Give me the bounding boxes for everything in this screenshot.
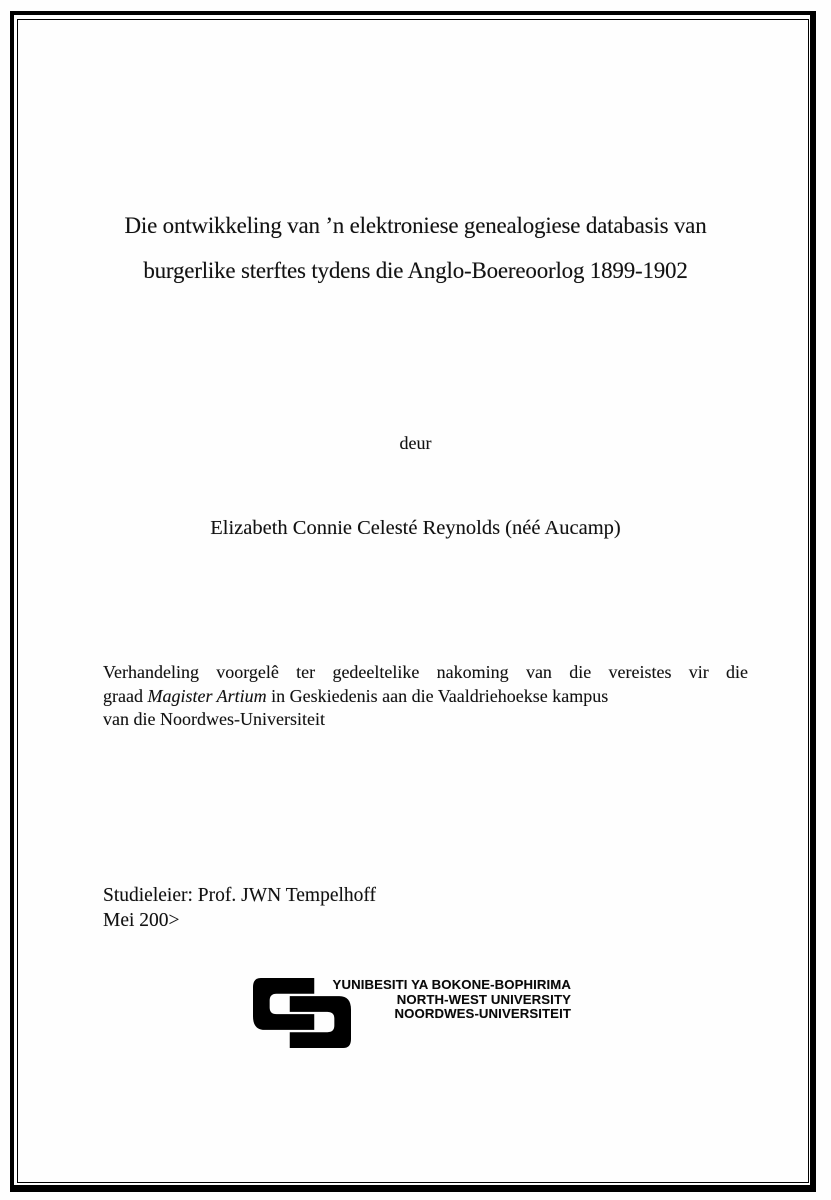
logo-line-afrikaans: NOORDWES-UNIVERSITEIT: [394, 1006, 571, 1022]
footer-block: [103, 884, 376, 933]
degree-statement-line2: [103, 685, 748, 709]
degree-statement-line2-pre: graad: [103, 685, 148, 706]
supervisor-line: Studieleier: Prof. JWN Tempelhoff: [103, 885, 377, 906]
degree-name-italic: Magister Artium: [147, 685, 267, 706]
logo-line-english: NORTH-WEST UNIVERSITY: [396, 991, 571, 1007]
degree-statement-line2-post: in Geskiedenis aan die Vaaldriehoekse kampus: [266, 685, 609, 706]
degree-statement-line3: van die Noordwes-Universiteit: [103, 709, 325, 729]
degree-statement-line1: Verhandeling voorgelê ter gedeeltelike nakoming van die vereistes vir die: [103, 662, 748, 682]
thesis-title-line1: Die ontwikkeling van ’n elektroniese genealogiese databasis van: [124, 213, 707, 238]
thesis-title: [0, 203, 831, 293]
byline-prefix: deur: [399, 433, 432, 453]
thesis-title-line2: burgerlike sterftes tydens die Anglo-Boereoorlog 1899-1902: [143, 258, 688, 283]
university-logo: [253, 977, 573, 1049]
university-logo-text: [319, 978, 571, 1022]
degree-statement: [103, 661, 748, 732]
date-line: Mei 200>: [103, 909, 180, 931]
logo-line-setswana: YUNIBESITI YA BOKONE-BOPHIRIMA: [332, 977, 571, 992]
author-name: Elizabeth Connie Celesté Reynolds (néé Aucamp): [210, 517, 621, 539]
